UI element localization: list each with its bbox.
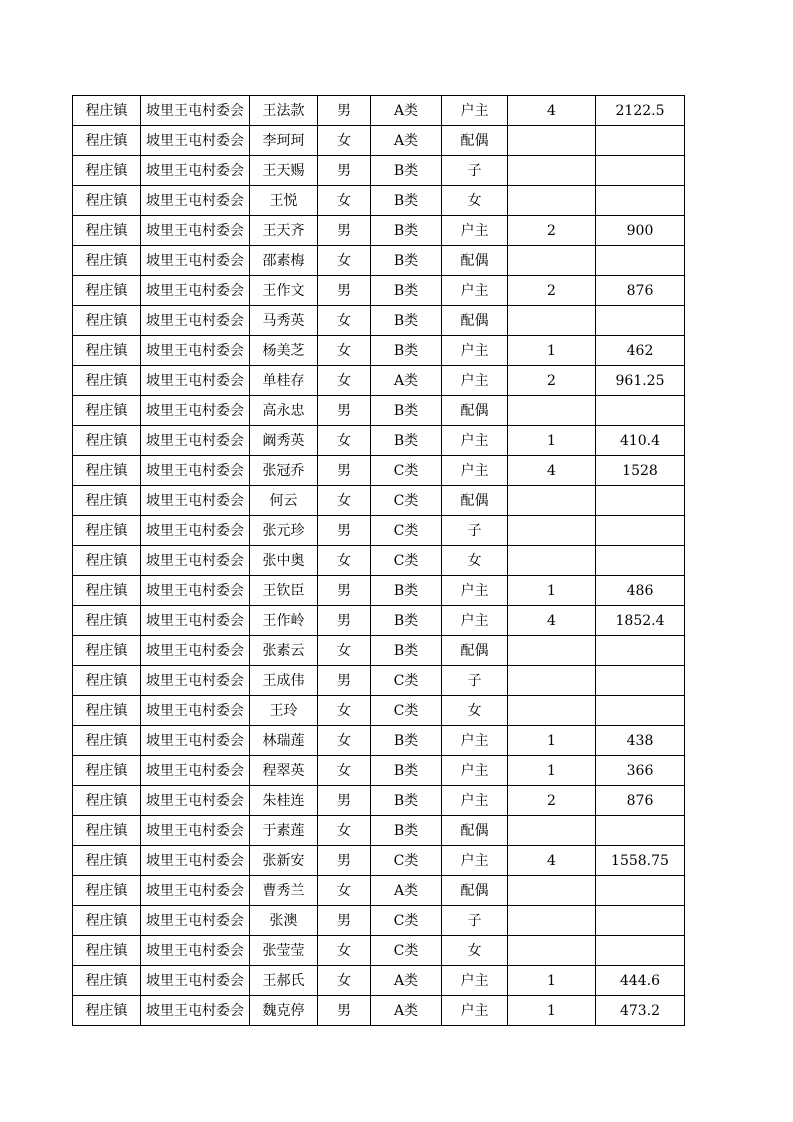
household-size-cell: 4 — [508, 606, 596, 636]
town-cell: 程庄镇 — [73, 846, 141, 876]
amount-cell: 444.6 — [596, 966, 685, 996]
sex-cell: 男 — [318, 456, 371, 486]
name-cell: 张元珍 — [250, 516, 318, 546]
amount-cell: 410.4 — [596, 426, 685, 456]
table-row — [73, 216, 685, 246]
relation-cell: 户主 — [442, 966, 508, 996]
village-cell: 坡里王屯村委会 — [141, 876, 250, 906]
table-row — [73, 816, 685, 846]
household-size-cell — [508, 906, 596, 936]
town-cell: 程庄镇 — [73, 666, 141, 696]
name-cell: 王天赐 — [250, 156, 318, 186]
table-row — [73, 366, 685, 396]
amount-cell: 462 — [596, 336, 685, 366]
sex-cell: 女 — [318, 336, 371, 366]
amount-cell — [596, 546, 685, 576]
sex-cell: 男 — [318, 516, 371, 546]
amount-cell — [596, 666, 685, 696]
relation-cell: 户主 — [442, 366, 508, 396]
household-size-cell: 2 — [508, 276, 596, 306]
relation-cell: 子 — [442, 516, 508, 546]
relation-cell: 女 — [442, 546, 508, 576]
category-cell: C类 — [371, 936, 442, 966]
relation-cell: 子 — [442, 666, 508, 696]
town-cell: 程庄镇 — [73, 366, 141, 396]
sex-cell: 男 — [318, 396, 371, 426]
household-size-cell: 1 — [508, 726, 596, 756]
amount-cell: 876 — [596, 276, 685, 306]
town-cell: 程庄镇 — [73, 126, 141, 156]
category-cell: C类 — [371, 456, 442, 486]
village-cell: 坡里王屯村委会 — [141, 396, 250, 426]
town-cell: 程庄镇 — [73, 96, 141, 126]
sex-cell: 男 — [318, 216, 371, 246]
category-cell: C类 — [371, 546, 442, 576]
town-cell: 程庄镇 — [73, 456, 141, 486]
relation-cell: 户主 — [442, 576, 508, 606]
household-size-cell: 1 — [508, 576, 596, 606]
name-cell: 曹秀兰 — [250, 876, 318, 906]
household-size-cell — [508, 546, 596, 576]
table-row — [73, 636, 685, 666]
household-size-cell — [508, 246, 596, 276]
town-cell: 程庄镇 — [73, 906, 141, 936]
relation-cell: 户主 — [442, 756, 508, 786]
household-size-cell — [508, 486, 596, 516]
table-row — [73, 966, 685, 996]
table-row — [73, 336, 685, 366]
category-cell: B类 — [371, 216, 442, 246]
village-cell: 坡里王屯村委会 — [141, 486, 250, 516]
category-cell: B类 — [371, 396, 442, 426]
sex-cell: 男 — [318, 156, 371, 186]
table-row — [73, 426, 685, 456]
name-cell: 张澳 — [250, 906, 318, 936]
town-cell: 程庄镇 — [73, 156, 141, 186]
town-cell: 程庄镇 — [73, 546, 141, 576]
category-cell: C类 — [371, 666, 442, 696]
sex-cell: 女 — [318, 696, 371, 726]
town-cell: 程庄镇 — [73, 786, 141, 816]
town-cell: 程庄镇 — [73, 576, 141, 606]
sex-cell: 女 — [318, 306, 371, 336]
village-cell: 坡里王屯村委会 — [141, 606, 250, 636]
category-cell: C类 — [371, 846, 442, 876]
village-cell: 坡里王屯村委会 — [141, 126, 250, 156]
amount-cell — [596, 816, 685, 846]
town-cell: 程庄镇 — [73, 486, 141, 516]
village-cell: 坡里王屯村委会 — [141, 336, 250, 366]
category-cell: C类 — [371, 906, 442, 936]
town-cell: 程庄镇 — [73, 426, 141, 456]
name-cell: 朱桂连 — [250, 786, 318, 816]
name-cell: 高永忠 — [250, 396, 318, 426]
village-cell: 坡里王屯村委会 — [141, 246, 250, 276]
household-size-cell — [508, 156, 596, 186]
table-row — [73, 846, 685, 876]
household-size-cell — [508, 516, 596, 546]
relation-cell: 户主 — [442, 726, 508, 756]
amount-cell — [596, 486, 685, 516]
village-cell: 坡里王屯村委会 — [141, 666, 250, 696]
name-cell: 张冠乔 — [250, 456, 318, 486]
category-cell: B类 — [371, 426, 442, 456]
relation-cell: 配偶 — [442, 876, 508, 906]
town-cell: 程庄镇 — [73, 756, 141, 786]
name-cell: 程翠英 — [250, 756, 318, 786]
village-cell: 坡里王屯村委会 — [141, 276, 250, 306]
table-row — [73, 996, 685, 1026]
name-cell: 张素云 — [250, 636, 318, 666]
sex-cell: 女 — [318, 426, 371, 456]
table-row — [73, 396, 685, 426]
household-size-cell: 1 — [508, 996, 596, 1026]
sex-cell: 男 — [318, 606, 371, 636]
name-cell: 张新安 — [250, 846, 318, 876]
name-cell: 于素莲 — [250, 816, 318, 846]
sex-cell: 男 — [318, 846, 371, 876]
village-cell: 坡里王屯村委会 — [141, 306, 250, 336]
sex-cell: 女 — [318, 936, 371, 966]
town-cell: 程庄镇 — [73, 186, 141, 216]
category-cell: B类 — [371, 246, 442, 276]
category-cell: B类 — [371, 786, 442, 816]
amount-cell: 900 — [596, 216, 685, 246]
town-cell: 程庄镇 — [73, 606, 141, 636]
household-size-cell — [508, 816, 596, 846]
village-cell: 坡里王屯村委会 — [141, 786, 250, 816]
category-cell: C类 — [371, 486, 442, 516]
sex-cell: 女 — [318, 486, 371, 516]
amount-cell — [596, 126, 685, 156]
town-cell: 程庄镇 — [73, 996, 141, 1026]
name-cell: 王作岭 — [250, 606, 318, 636]
amount-cell — [596, 156, 685, 186]
sex-cell: 女 — [318, 876, 371, 906]
name-cell: 王成伟 — [250, 666, 318, 696]
name-cell: 阚秀英 — [250, 426, 318, 456]
name-cell: 张莹莹 — [250, 936, 318, 966]
table-row — [73, 546, 685, 576]
relation-cell: 户主 — [442, 846, 508, 876]
relation-cell: 户主 — [442, 456, 508, 486]
table-row — [73, 516, 685, 546]
relation-cell: 户主 — [442, 426, 508, 456]
table-row — [73, 906, 685, 936]
amount-cell: 438 — [596, 726, 685, 756]
amount-cell: 1558.75 — [596, 846, 685, 876]
town-cell: 程庄镇 — [73, 696, 141, 726]
village-cell: 坡里王屯村委会 — [141, 216, 250, 246]
amount-cell: 486 — [596, 576, 685, 606]
village-cell: 坡里王屯村委会 — [141, 516, 250, 546]
sex-cell: 女 — [318, 246, 371, 276]
table-row — [73, 666, 685, 696]
village-cell: 坡里王屯村委会 — [141, 546, 250, 576]
household-size-cell: 2 — [508, 786, 596, 816]
category-cell: A类 — [371, 126, 442, 156]
town-cell: 程庄镇 — [73, 936, 141, 966]
category-cell: B类 — [371, 636, 442, 666]
sex-cell: 女 — [318, 816, 371, 846]
household-size-cell: 1 — [508, 966, 596, 996]
sex-cell: 男 — [318, 666, 371, 696]
household-size-cell: 4 — [508, 846, 596, 876]
sex-cell: 女 — [318, 366, 371, 396]
sex-cell: 男 — [318, 786, 371, 816]
name-cell: 魏克停 — [250, 996, 318, 1026]
category-cell: A类 — [371, 876, 442, 906]
village-cell: 坡里王屯村委会 — [141, 156, 250, 186]
table-row — [73, 486, 685, 516]
category-cell: B类 — [371, 756, 442, 786]
sex-cell: 女 — [318, 966, 371, 996]
household-size-cell — [508, 636, 596, 666]
sex-cell: 女 — [318, 186, 371, 216]
relation-cell: 配偶 — [442, 126, 508, 156]
table-row — [73, 126, 685, 156]
household-size-cell: 1 — [508, 426, 596, 456]
table-row — [73, 606, 685, 636]
town-cell: 程庄镇 — [73, 726, 141, 756]
amount-cell — [596, 396, 685, 426]
table-row — [73, 456, 685, 486]
amount-cell — [596, 936, 685, 966]
relation-cell: 户主 — [442, 786, 508, 816]
name-cell: 王法款 — [250, 96, 318, 126]
table-row — [73, 276, 685, 306]
village-cell: 坡里王屯村委会 — [141, 96, 250, 126]
village-cell: 坡里王屯村委会 — [141, 366, 250, 396]
village-cell: 坡里王屯村委会 — [141, 576, 250, 606]
relation-cell: 户主 — [442, 336, 508, 366]
category-cell: B类 — [371, 156, 442, 186]
relation-cell: 子 — [442, 906, 508, 936]
name-cell: 杨美芝 — [250, 336, 318, 366]
amount-cell — [596, 186, 685, 216]
village-cell: 坡里王屯村委会 — [141, 996, 250, 1026]
relation-cell: 户主 — [442, 276, 508, 306]
table-row — [73, 576, 685, 606]
name-cell: 王悦 — [250, 186, 318, 216]
category-cell: A类 — [371, 966, 442, 996]
relation-cell: 配偶 — [442, 246, 508, 276]
town-cell: 程庄镇 — [73, 816, 141, 846]
village-cell: 坡里王屯村委会 — [141, 906, 250, 936]
amount-cell: 2122.5 — [596, 96, 685, 126]
category-cell: C类 — [371, 516, 442, 546]
relation-cell: 户主 — [442, 216, 508, 246]
amount-cell: 366 — [596, 756, 685, 786]
relation-cell: 女 — [442, 936, 508, 966]
amount-cell: 1852.4 — [596, 606, 685, 636]
table-row — [73, 756, 685, 786]
sex-cell: 女 — [318, 636, 371, 666]
sex-cell: 男 — [318, 96, 371, 126]
relation-cell: 户主 — [442, 606, 508, 636]
name-cell: 单桂存 — [250, 366, 318, 396]
category-cell: B类 — [371, 306, 442, 336]
household-size-cell: 1 — [508, 756, 596, 786]
sex-cell: 男 — [318, 276, 371, 306]
relation-cell: 配偶 — [442, 636, 508, 666]
name-cell: 林瑞莲 — [250, 726, 318, 756]
name-cell: 邵素梅 — [250, 246, 318, 276]
household-size-cell — [508, 666, 596, 696]
amount-cell — [596, 636, 685, 666]
beneficiary-table — [72, 95, 685, 1026]
household-size-cell: 2 — [508, 216, 596, 246]
household-size-cell — [508, 396, 596, 426]
category-cell: A类 — [371, 366, 442, 396]
household-size-cell: 4 — [508, 456, 596, 486]
category-cell: B类 — [371, 606, 442, 636]
sex-cell: 男 — [318, 576, 371, 606]
relation-cell: 户主 — [442, 996, 508, 1026]
name-cell: 马秀英 — [250, 306, 318, 336]
household-size-cell: 1 — [508, 336, 596, 366]
relation-cell: 配偶 — [442, 396, 508, 426]
amount-cell — [596, 306, 685, 336]
table-body — [73, 96, 685, 1026]
category-cell: B类 — [371, 726, 442, 756]
table-row — [73, 306, 685, 336]
table-row — [73, 696, 685, 726]
village-cell: 坡里王屯村委会 — [141, 456, 250, 486]
name-cell: 王天齐 — [250, 216, 318, 246]
town-cell: 程庄镇 — [73, 396, 141, 426]
sex-cell: 女 — [318, 546, 371, 576]
village-cell: 坡里王屯村委会 — [141, 816, 250, 846]
town-cell: 程庄镇 — [73, 246, 141, 276]
household-size-cell — [508, 126, 596, 156]
amount-cell — [596, 906, 685, 936]
village-cell: 坡里王屯村委会 — [141, 696, 250, 726]
category-cell: B类 — [371, 276, 442, 306]
town-cell: 程庄镇 — [73, 276, 141, 306]
town-cell: 程庄镇 — [73, 516, 141, 546]
village-cell: 坡里王屯村委会 — [141, 426, 250, 456]
amount-cell: 876 — [596, 786, 685, 816]
village-cell: 坡里王屯村委会 — [141, 936, 250, 966]
amount-cell — [596, 696, 685, 726]
relation-cell: 女 — [442, 696, 508, 726]
relation-cell: 配偶 — [442, 816, 508, 846]
table-row — [73, 186, 685, 216]
name-cell: 王玲 — [250, 696, 318, 726]
amount-cell: 1528 — [596, 456, 685, 486]
relation-cell: 配偶 — [442, 306, 508, 336]
table-row — [73, 786, 685, 816]
name-cell: 王钦臣 — [250, 576, 318, 606]
table-row — [73, 156, 685, 186]
town-cell: 程庄镇 — [73, 216, 141, 246]
name-cell: 张中奥 — [250, 546, 318, 576]
relation-cell: 户主 — [442, 96, 508, 126]
sex-cell: 男 — [318, 906, 371, 936]
table-row — [73, 726, 685, 756]
table-row — [73, 96, 685, 126]
sex-cell: 女 — [318, 756, 371, 786]
town-cell: 程庄镇 — [73, 636, 141, 666]
village-cell: 坡里王屯村委会 — [141, 846, 250, 876]
amount-cell — [596, 246, 685, 276]
household-size-cell: 2 — [508, 366, 596, 396]
sex-cell: 女 — [318, 126, 371, 156]
category-cell: B类 — [371, 576, 442, 606]
category-cell: B类 — [371, 336, 442, 366]
relation-cell: 子 — [442, 156, 508, 186]
table-row — [73, 246, 685, 276]
name-cell: 李珂珂 — [250, 126, 318, 156]
household-size-cell — [508, 696, 596, 726]
table-row — [73, 876, 685, 906]
town-cell: 程庄镇 — [73, 966, 141, 996]
town-cell: 程庄镇 — [73, 876, 141, 906]
sex-cell: 女 — [318, 726, 371, 756]
name-cell: 王作文 — [250, 276, 318, 306]
village-cell: 坡里王屯村委会 — [141, 966, 250, 996]
town-cell: 程庄镇 — [73, 306, 141, 336]
household-size-cell — [508, 306, 596, 336]
category-cell: A类 — [371, 96, 442, 126]
household-size-cell — [508, 876, 596, 906]
name-cell: 王郝氏 — [250, 966, 318, 996]
village-cell: 坡里王屯村委会 — [141, 726, 250, 756]
relation-cell: 女 — [442, 186, 508, 216]
household-size-cell — [508, 936, 596, 966]
amount-cell: 961.25 — [596, 366, 685, 396]
amount-cell: 473.2 — [596, 996, 685, 1026]
name-cell: 何云 — [250, 486, 318, 516]
category-cell: B类 — [371, 816, 442, 846]
category-cell: B类 — [371, 186, 442, 216]
village-cell: 坡里王屯村委会 — [141, 756, 250, 786]
town-cell: 程庄镇 — [73, 336, 141, 366]
relation-cell: 配偶 — [442, 486, 508, 516]
household-size-cell — [508, 186, 596, 216]
sex-cell: 男 — [318, 996, 371, 1026]
amount-cell — [596, 876, 685, 906]
village-cell: 坡里王屯村委会 — [141, 636, 250, 666]
household-size-cell: 4 — [508, 96, 596, 126]
table-row — [73, 936, 685, 966]
amount-cell — [596, 516, 685, 546]
category-cell: A类 — [371, 996, 442, 1026]
village-cell: 坡里王屯村委会 — [141, 186, 250, 216]
category-cell: C类 — [371, 696, 442, 726]
